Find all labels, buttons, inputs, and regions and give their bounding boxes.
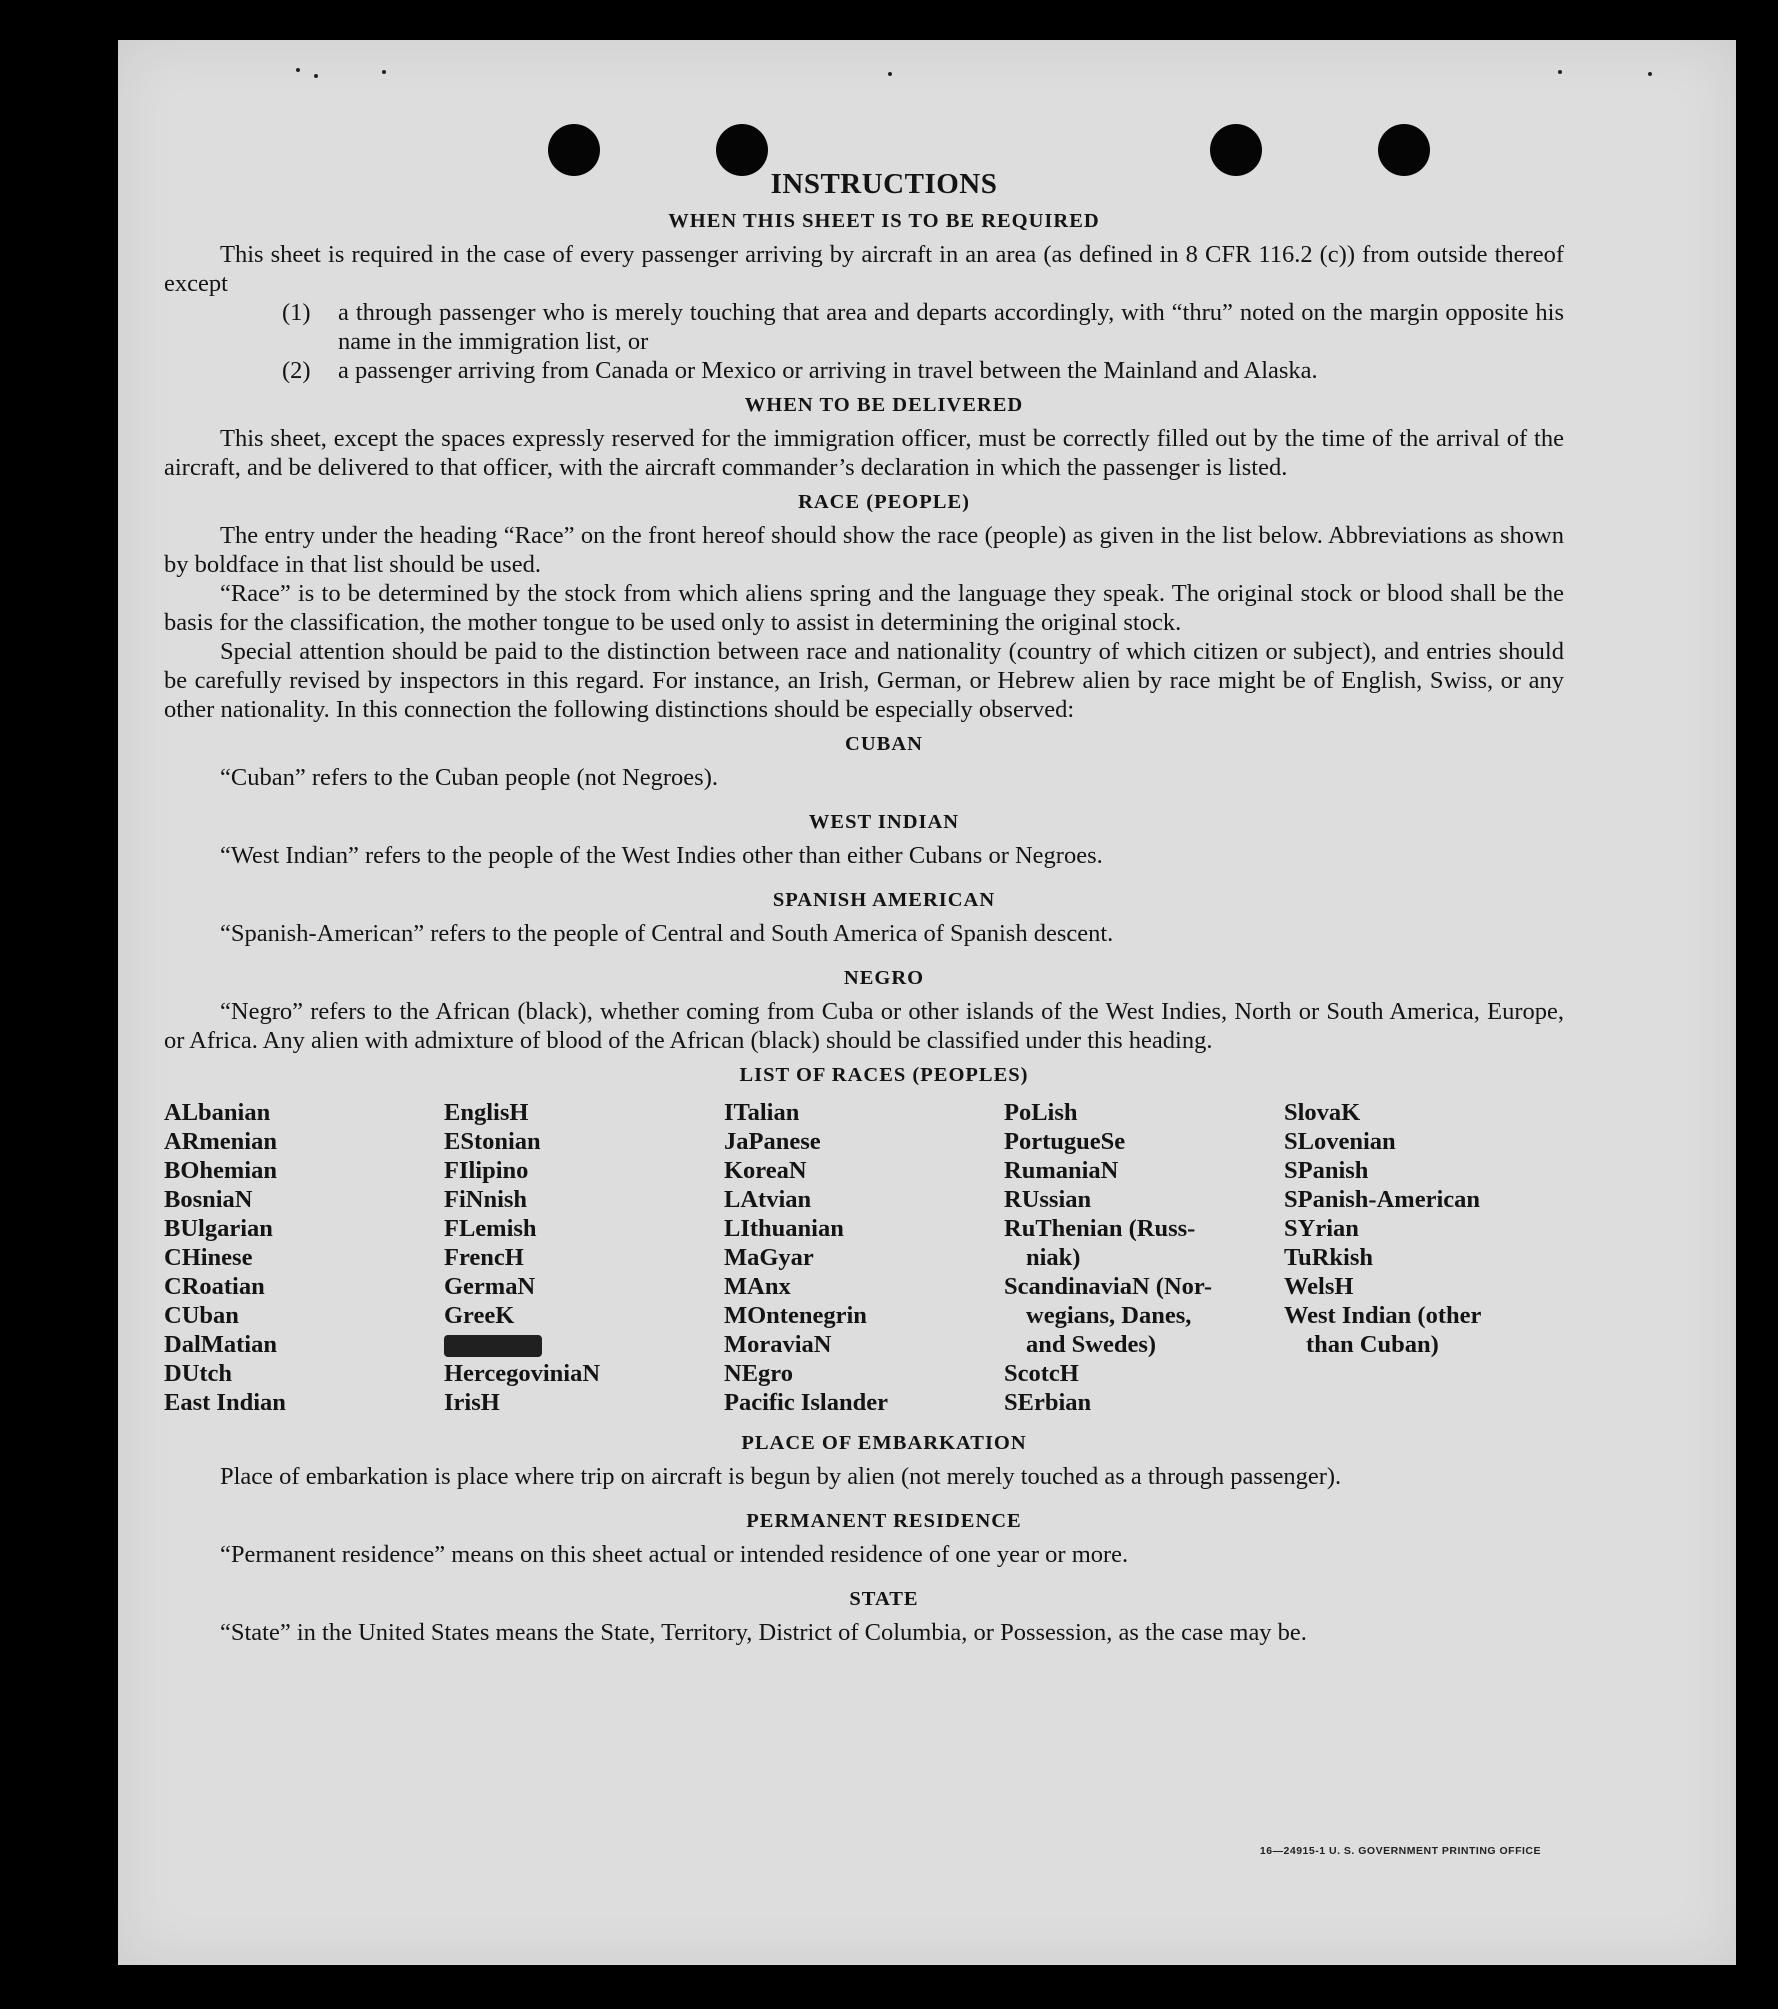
race-entry: CUban (164, 1302, 239, 1329)
item-text: a through passenger who is merely touching that area and departs accordingly, with “thru” noted on the margin opposite his name in the immigration list, or (338, 299, 1564, 355)
race-entry: BOhemian (164, 1157, 277, 1184)
race-entry: WelsH (1284, 1273, 1354, 1300)
race-entry: MaGyar (724, 1244, 814, 1271)
paragraph: Place of embarkation is place where trip on aircraft is begun by alien (not merely touched as a through passenger). (220, 1463, 1342, 1490)
exceptions-list (282, 298, 1564, 385)
race-entry: FIlipino (444, 1157, 529, 1184)
race-entry: HercegoviniaN (444, 1360, 601, 1387)
race-entry: SErbian (1004, 1389, 1092, 1416)
race-entry: JaPanese (724, 1128, 821, 1155)
redacted-entry (444, 1330, 724, 1359)
list-item (282, 298, 1564, 356)
race-entry: FLemish (444, 1215, 537, 1242)
paragraph: “Race” is to be determined by the stock from which aliens spring and the language they speak. The original stock or blood shall be the basis for the classification, the mother tongue to be used only to assist in determining the original stock. (164, 580, 1564, 636)
speck (1648, 72, 1652, 76)
section-heading: NEGRO (843, 967, 925, 989)
section-heading: LIST OF RACES (PEOPLES) (739, 1064, 1029, 1086)
section-heading: PERMANENT RESIDENCE (746, 1510, 1022, 1532)
race-entry: West Indian (other (1284, 1302, 1482, 1329)
speck (888, 72, 892, 76)
paragraph: “Spanish-American” refers to the people of Central and South America of Spanish descent. (220, 920, 1114, 947)
race-entry: CHinese (164, 1244, 253, 1271)
punch-hole (1210, 124, 1262, 176)
race-entry: RuThenian (Russ- (1004, 1215, 1196, 1242)
race-entry: BUlgarian (164, 1215, 273, 1242)
paragraph: “West Indian” refers to the people of the West Indies other than either Cubans or Negroes. (220, 842, 1103, 869)
race-entry: ALbanian (164, 1099, 271, 1126)
race-entry: MoraviaN (724, 1331, 832, 1358)
speck (296, 68, 300, 72)
paragraph: “State” in the United States means the State, Territory, District of Columbia, or Possession, as the case may be. (220, 1619, 1307, 1646)
race-entry: niak) (1026, 1244, 1081, 1271)
race-entry: East Indian (164, 1389, 286, 1416)
paragraph: The entry under the heading “Race” on the front hereof should show the race (people) as given in the list below. Abbreviations as shown by boldface in that list should be used. (164, 522, 1564, 578)
punch-hole (1378, 124, 1430, 176)
race-entry: EnglisH (444, 1099, 529, 1126)
race-entry: than Cuban) (1306, 1331, 1439, 1358)
race-entry: NEgro (724, 1360, 793, 1387)
page-title: INSTRUCTIONS (770, 168, 998, 200)
race-entry: LIthuanian (724, 1215, 844, 1242)
race-entry: SYrian (1284, 1215, 1359, 1242)
speck (382, 70, 386, 74)
race-entry: and Swedes) (1026, 1331, 1157, 1358)
paragraph: “Permanent residence” means on this sheet actual or intended residence of one year or more. (220, 1541, 1129, 1568)
paragraph: Special attention should be paid to the distinction between race and nationality (country of which citizen or subject), and entries should be carefully revised by inspectors in this regard. For instance, an Irish, German, or Hebrew alien by race might be of English, Swiss, or any other nationality. In this connection the following distinctions should be especially observed: (164, 638, 1564, 723)
race-entry: SPanish (1284, 1157, 1369, 1184)
races-column (164, 1098, 444, 1417)
race-entry: SLovenian (1284, 1128, 1396, 1155)
race-entry: MAnx (724, 1273, 791, 1300)
race-entry: DUtch (164, 1360, 233, 1387)
races-list (164, 1098, 1564, 1417)
race-entry: BosniaN (164, 1186, 253, 1213)
race-entry: DalMatian (164, 1331, 277, 1358)
races-column (1284, 1098, 1564, 1417)
race-entry: LAtvian (724, 1186, 812, 1213)
race-entry: ITalian (724, 1099, 800, 1126)
race-entry: wegians, Danes, (1026, 1302, 1192, 1329)
race-entry: SlovaK (1284, 1099, 1361, 1126)
punch-hole (716, 124, 768, 176)
instructions-body (164, 170, 1564, 1647)
section-heading: RACE (PEOPLE) (798, 491, 970, 513)
section-heading: WEST INDIAN (808, 811, 960, 833)
race-entry: Pacific Islander (724, 1389, 888, 1416)
race-entry: EStonian (444, 1128, 541, 1155)
race-entry: ARmenian (164, 1128, 277, 1155)
section-heading: STATE (849, 1588, 919, 1610)
paragraph: “Cuban” refers to the Cuban people (not Negroes). (220, 764, 718, 791)
race-entry: RumaniaN (1004, 1157, 1119, 1184)
section-heading: CUBAN (845, 733, 923, 755)
item-text: a passenger arriving from Canada or Mexico or arriving in travel between the Mainland and Alaska. (338, 357, 1318, 384)
punch-hole (548, 124, 600, 176)
races-column (444, 1098, 724, 1417)
paragraph: This sheet, except the spaces expressly reserved for the immigration officer, must be correctly filled out by the time of the arrival of the aircraft, and be delivered to that officer, with the aircraft commander’s declaration in which the passenger is listed. (164, 425, 1564, 481)
race-entry: MOntenegrin (724, 1302, 867, 1329)
race-entry: IrisH (444, 1389, 500, 1416)
race-entry: PortugueSe (1004, 1128, 1126, 1155)
race-entry: TuRkish (1284, 1244, 1374, 1271)
race-entry: SPanish-American (1284, 1186, 1480, 1213)
speck (314, 74, 318, 78)
item-number: (1) (282, 299, 311, 326)
race-entry: GreeK (444, 1302, 515, 1329)
speck (1558, 70, 1562, 74)
print-code: 16—24915-1 U. S. GOVERNMENT PRINTING OFFICE (1259, 1845, 1541, 1857)
list-item (282, 356, 1564, 385)
race-entry: GermaN (444, 1273, 536, 1300)
race-entry: ScotcH (1004, 1360, 1079, 1387)
redaction-mark (444, 1335, 542, 1357)
race-entry: ScandinaviaN (Nor- (1004, 1273, 1213, 1300)
paragraph: “Negro” refers to the African (black), whether coming from Cuba or other islands of the West Indies, North or South America, Europe, or Africa. Any alien with admixture of blood of the African (black) should be classified under this heading. (164, 998, 1564, 1054)
race-entry: KoreaN (724, 1157, 807, 1184)
paragraph: This sheet is required in the case of every passenger arriving by aircraft in an area (as defined in 8 CFR 116.2 (c)) from outside thereof except (164, 241, 1564, 297)
races-column (1004, 1098, 1284, 1417)
document-sheet (118, 40, 1736, 1965)
race-entry: FrencH (444, 1244, 524, 1271)
race-entry: FiNnish (444, 1186, 528, 1213)
race-entry: PoLish (1004, 1099, 1078, 1126)
item-number: (2) (282, 357, 311, 384)
section-heading: SPANISH AMERICAN (772, 889, 996, 911)
section-heading: WHEN TO BE DELIVERED (744, 394, 1024, 416)
races-column (724, 1098, 1004, 1417)
race-entry: CRoatian (164, 1273, 265, 1300)
section-heading: PLACE OF EMBARKATION (741, 1432, 1027, 1454)
race-entry: RUssian (1004, 1186, 1092, 1213)
section-heading: WHEN THIS SHEET IS TO BE REQUIRED (668, 210, 1100, 232)
